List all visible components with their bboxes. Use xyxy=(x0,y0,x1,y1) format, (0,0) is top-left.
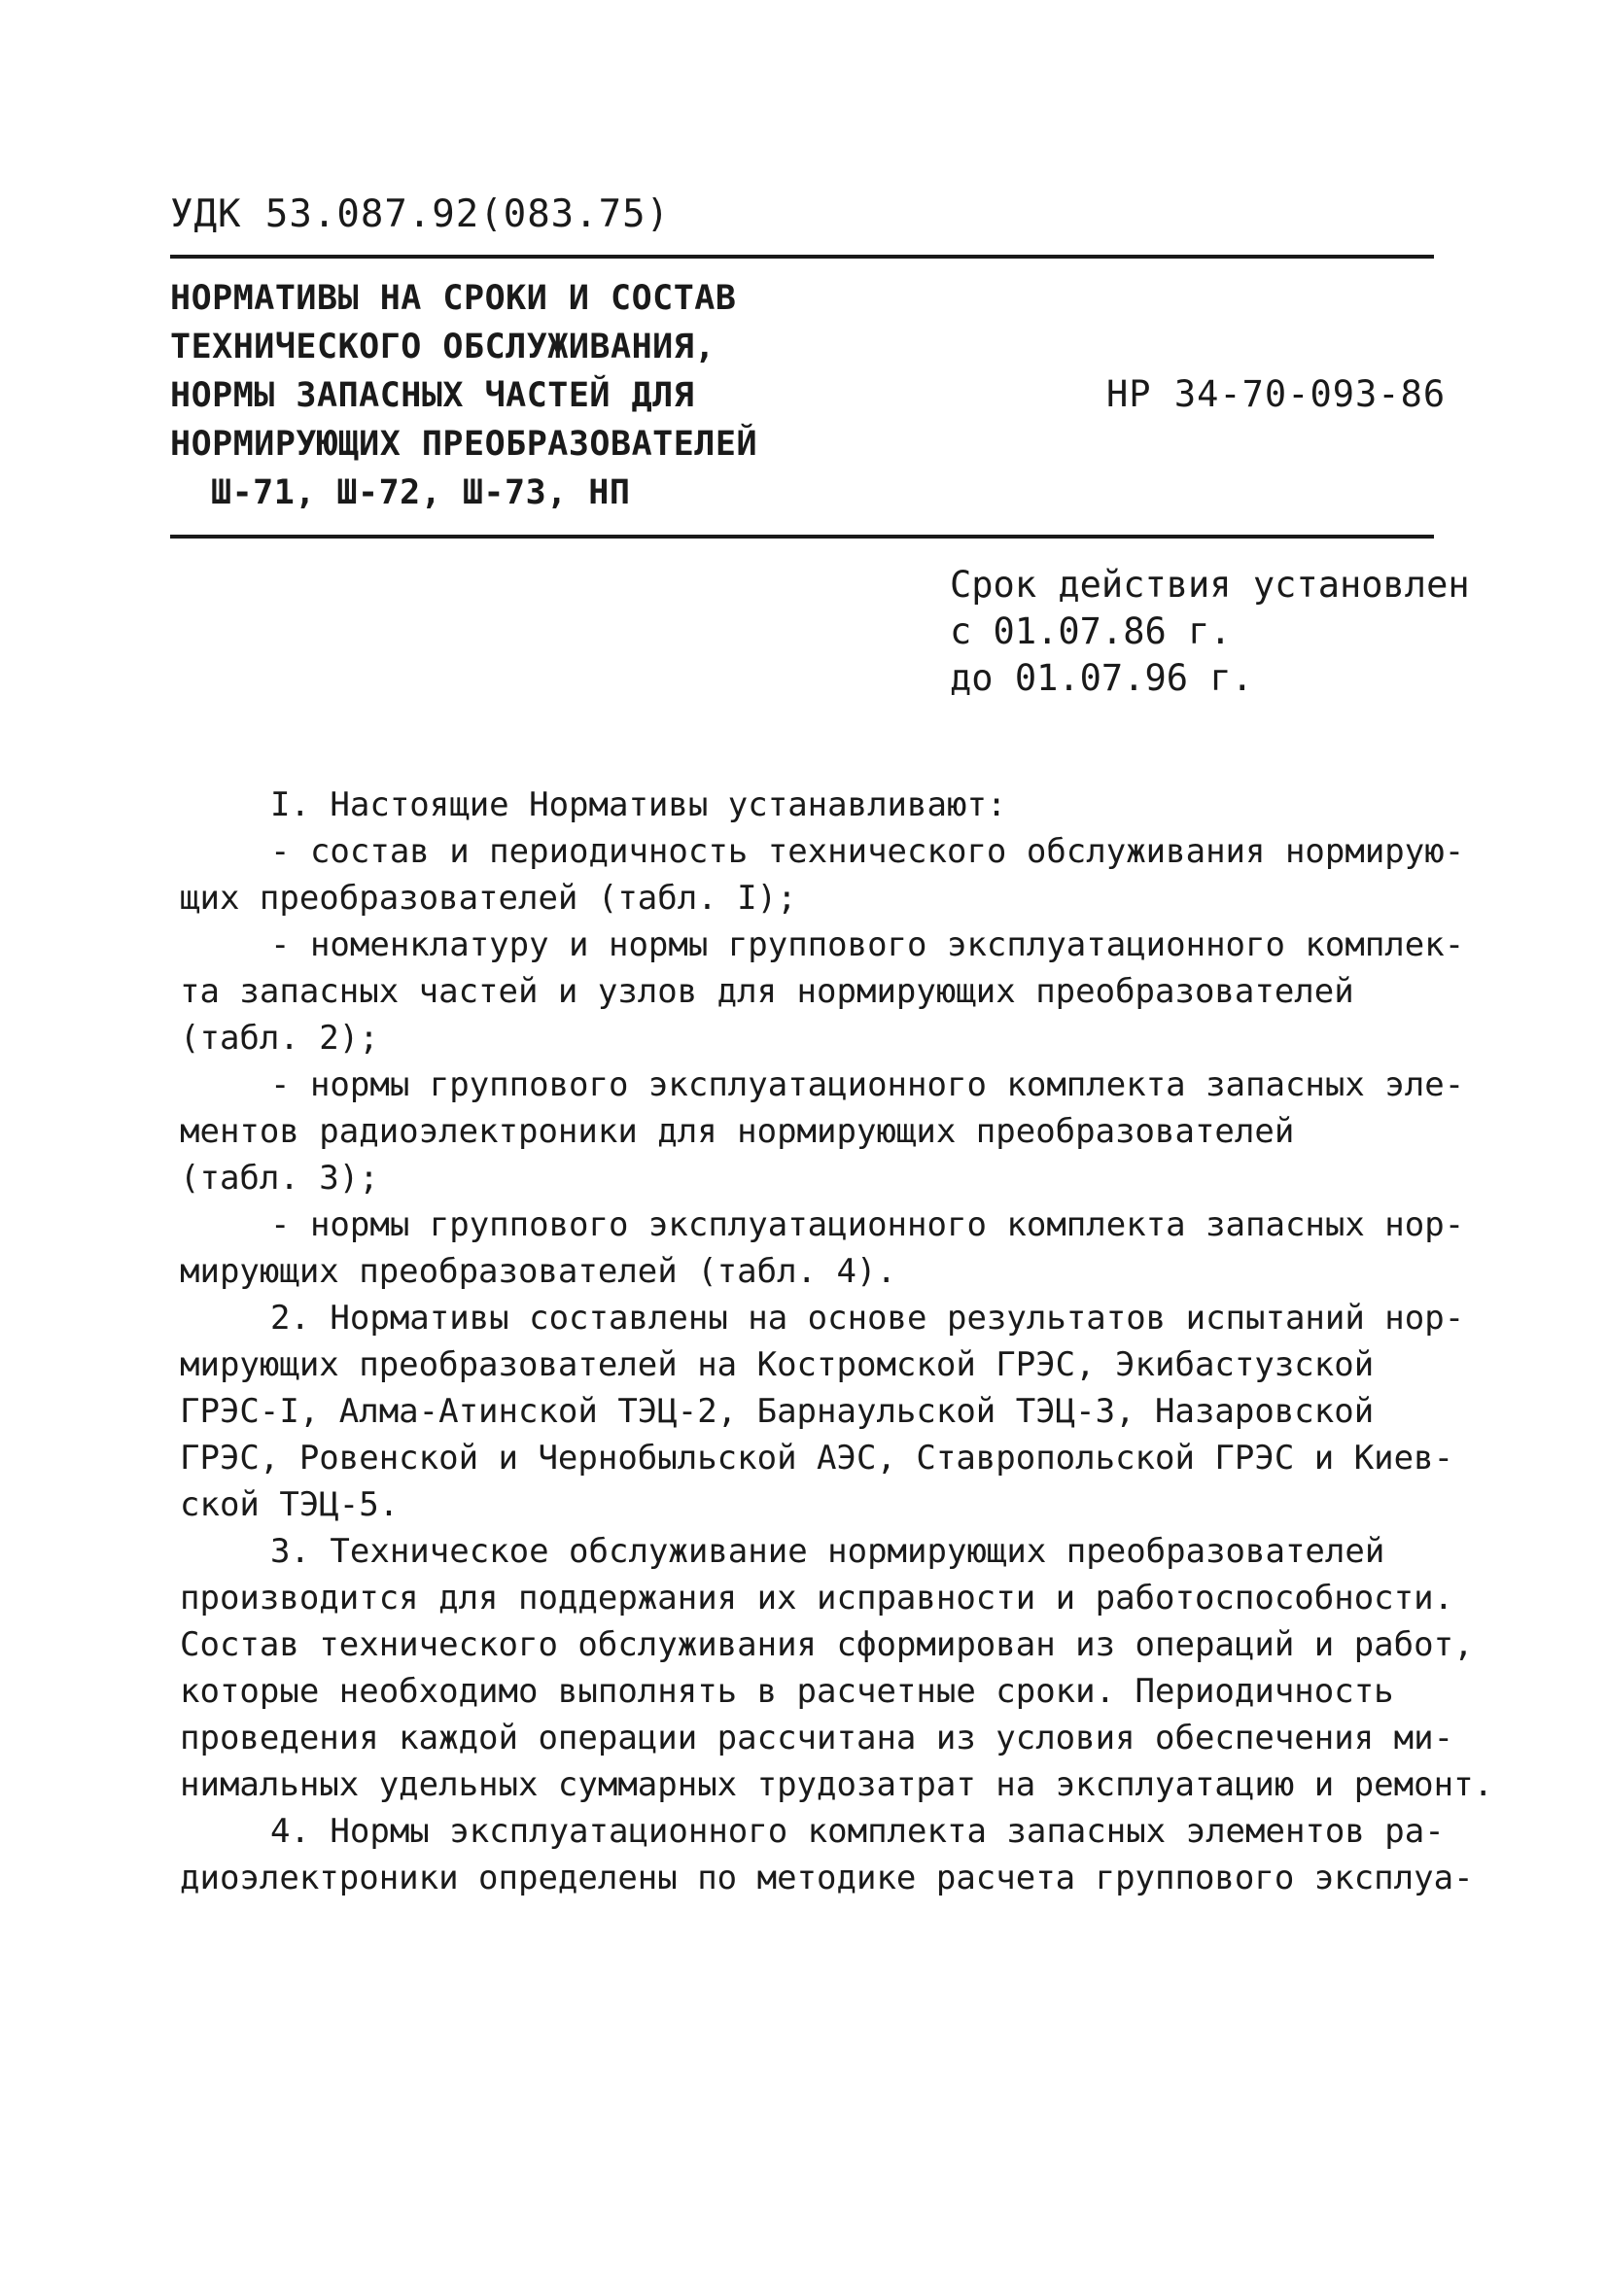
body-line: нимальных удельных суммарных трудозатрат на эксплуатацию и ремонт. xyxy=(180,1765,1494,1804)
header-bottom-rule xyxy=(170,535,1434,539)
body-line: 2. Нормативы составлены на основе результатов испытаний нор- xyxy=(270,1299,1465,1338)
document-number: НР 34-70-093-86 xyxy=(1106,373,1447,415)
body-line: ментов радиоэлектроники для нормирующих преобразователей xyxy=(180,1112,1295,1151)
body-line: щих преобразователей (табл. I); xyxy=(180,879,797,918)
body-line: (табл. 2); xyxy=(180,1019,379,1058)
body-line: 3. Техническое обслуживание нормирующих преобразователей xyxy=(270,1532,1385,1571)
body-line: ской ТЭЦ-5. xyxy=(180,1485,400,1524)
body-line: проведения каждой операции рассчитана из условия обеспечения ми- xyxy=(180,1719,1454,1757)
body-line: которые необходимо выполнять в расчетные сроки. Периодичность xyxy=(180,1672,1394,1711)
top-rule xyxy=(170,255,1434,259)
validity-line: до 01.07.96 г. xyxy=(950,657,1253,699)
body-line: ГРЭС, Ровенской и Чернобыльской АЭС, Ставропольской ГРЭС и Киев- xyxy=(180,1439,1454,1478)
body-line: ГРЭС-I, Алма-Атинской ТЭЦ-2, Барнаульской ТЭЦ-3, Назаровской xyxy=(180,1392,1375,1431)
body-line: мирующих преобразователей на Костромской ГРЭС, Экибастузской xyxy=(180,1345,1375,1384)
body-text xyxy=(180,782,1494,1901)
validity-line: Срок действия установлен xyxy=(950,564,1470,606)
title-line: ТЕХНИЧЕСКОГО ОБСЛУЖИВАНИЯ, xyxy=(170,328,716,366)
body-line: производится для поддержания их исправности и работоспособности. xyxy=(180,1579,1454,1618)
document-title xyxy=(170,274,757,517)
validity-line: с 01.07.86 г. xyxy=(950,610,1232,652)
body-line: 4. Нормы эксплуатационного комплекта запасных элементов ра- xyxy=(270,1812,1445,1851)
udk-code: УДК 53.087.92(083.75) xyxy=(170,192,671,236)
title-line: НОРМЫ ЗАПАСНЫХ ЧАСТЕЙ ДЛЯ xyxy=(170,376,695,415)
body-line: - нормы группового эксплуатационного комплекта запасных эле- xyxy=(270,1065,1465,1104)
body-line: - состав и периодичность технического обслуживания нормирую- xyxy=(270,832,1465,871)
title-line: НОРМАТИВЫ НА СРОКИ И СОСТАВ xyxy=(170,279,737,318)
title-line: Ш-71, Ш-72, Ш-73, НП xyxy=(211,473,631,512)
validity-block xyxy=(950,562,1470,702)
body-line: диоэлектроники определены по методике расчета группового эксплуа- xyxy=(180,1859,1474,1897)
body-line: - номенклатуру и нормы группового эксплуатационного комплек- xyxy=(270,925,1465,964)
body-line: (табл. 3); xyxy=(180,1159,379,1198)
body-line: Состав технического обслуживания сформирован из операций и работ, xyxy=(180,1625,1474,1664)
title-line: НОРМИРУЮЩИХ ПРЕОБРАЗОВАТЕЛЕЙ xyxy=(170,425,758,464)
body-line: мирующих преобразователей (табл. 4). xyxy=(180,1252,896,1291)
body-line: та запасных частей и узлов для нормирующих преобразователей xyxy=(180,972,1354,1011)
body-line: I. Настоящие Нормативы устанавливают: xyxy=(270,785,1007,824)
body-line: - нормы группового эксплуатационного комплекта запасных нор- xyxy=(270,1205,1465,1244)
